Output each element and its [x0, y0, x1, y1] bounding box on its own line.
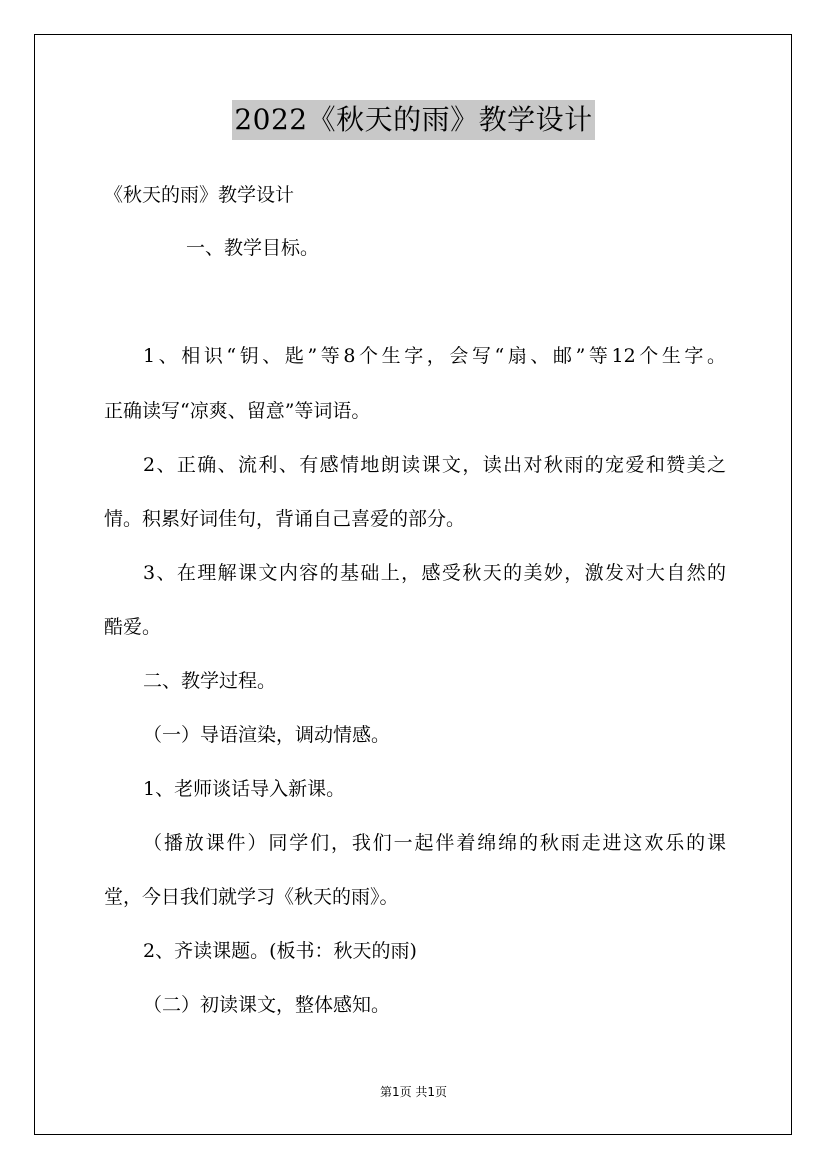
step-1-item-1: 1、老师谈话导入新课。: [143, 778, 346, 800]
document-subtitle: 《秋天的雨》教学设计: [104, 184, 295, 206]
step-2-heading: （二）初读课文，整体感知。: [143, 994, 391, 1016]
step-1-heading: （一）导语渲染，调动情感。: [143, 724, 391, 746]
goal-1-line-1: 1、相识“钥、匙”等8个生字，会写“扇、邮”等12个生字。: [143, 345, 726, 367]
goal-2-line-2: 情。积累好词佳句，背诵自己喜爱的部分。: [104, 508, 466, 530]
goal-3-line-1: 3、在理解课文内容的基础上，感受秋天的美妙，激发对大自然的: [143, 562, 726, 584]
section-heading-goals: 一、教学目标。: [186, 237, 320, 259]
goal-1-line-2: 正确读写“凉爽、留意”等词语。: [104, 400, 371, 422]
page-footer: 第1页 共1页: [379, 1085, 448, 1099]
goal-2-line-1: 2、正确、流利、有感情地朗读课文，读出对秋雨的宠爱和赞美之: [143, 454, 726, 476]
title-container: [0, 100, 827, 140]
goal-3-line-2: 酷爱。: [104, 616, 162, 638]
step-1-paragraph-line-1: （播放课件）同学们，我们一起伴着绵绵的秋雨走进这欢乐的课: [143, 832, 726, 854]
section-heading-process: 二、教学过程。: [143, 670, 277, 692]
step-1-item-2: 2、齐读课题。(板书：秋天的雨): [143, 940, 417, 962]
step-1-paragraph-line-2: 堂，今日我们就学习《秋天的雨》。: [104, 886, 399, 908]
document-title: 2022《秋天的雨》教学设计: [232, 100, 594, 140]
